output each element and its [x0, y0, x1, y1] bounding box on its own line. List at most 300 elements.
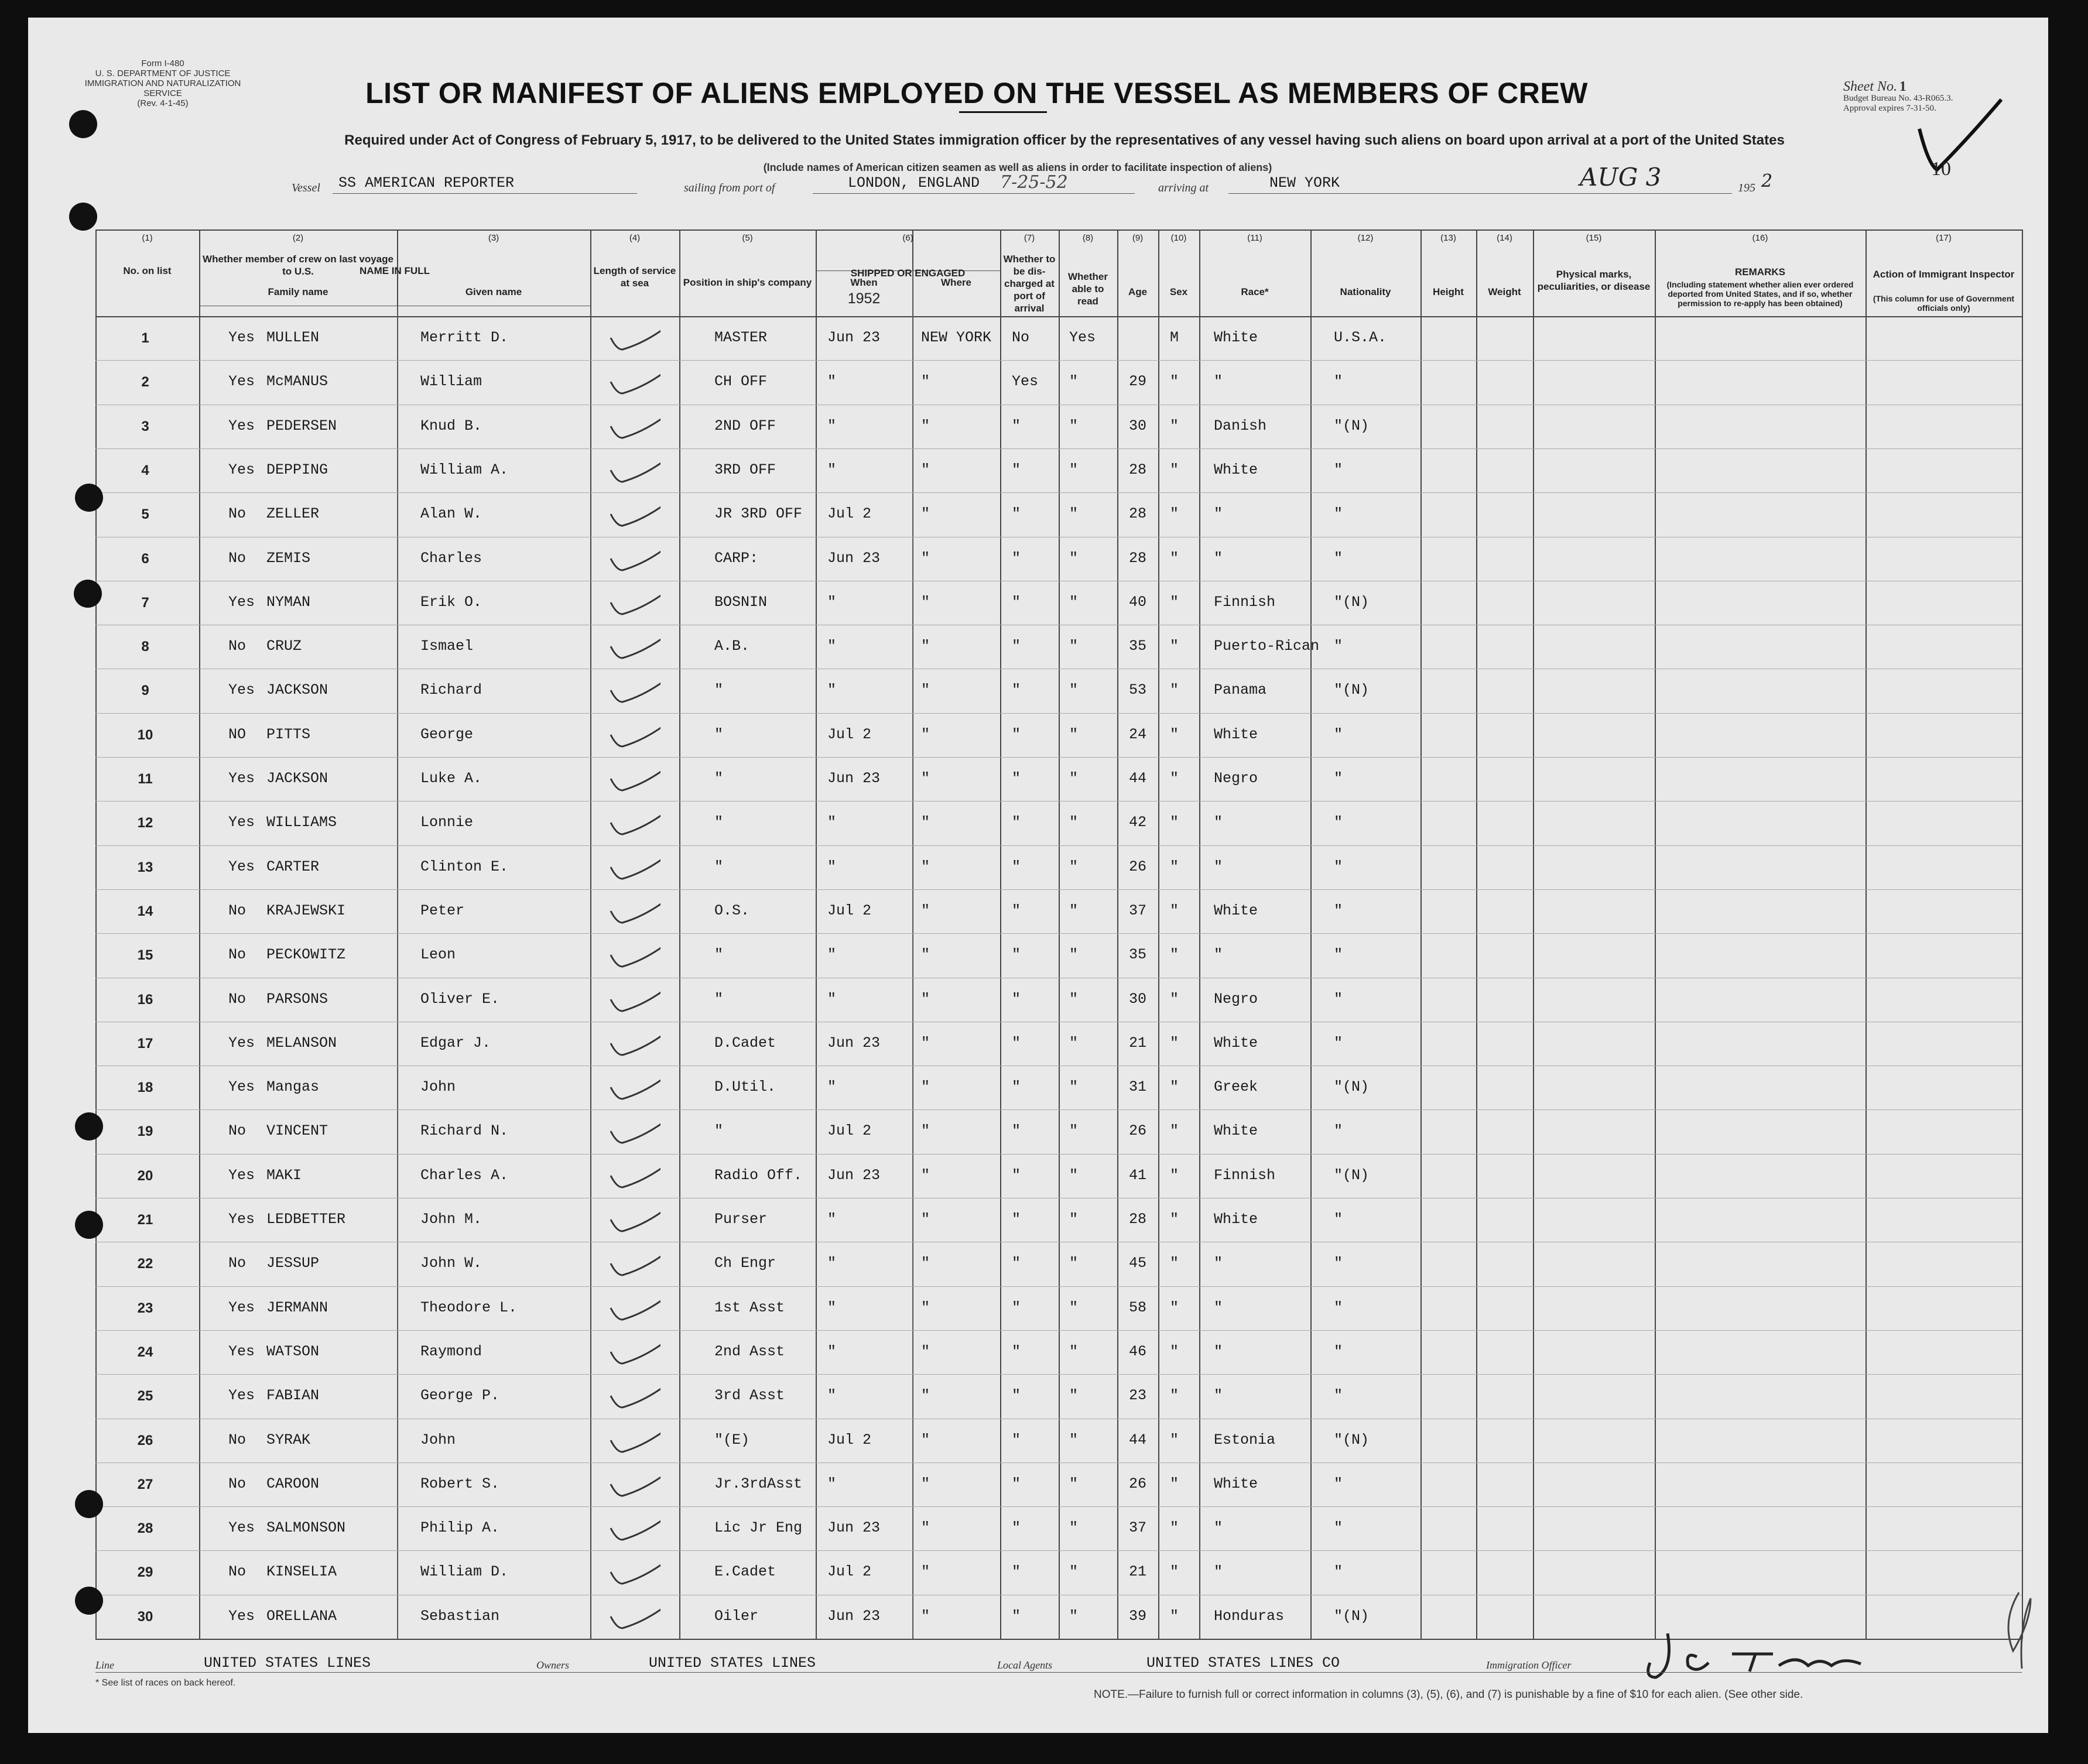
- position: ": [714, 725, 724, 743]
- crew-member-flag: Yes: [228, 1607, 255, 1625]
- row-number: 22: [137, 1256, 153, 1272]
- nationality: ": [1334, 638, 1343, 655]
- nationality: ": [1334, 946, 1343, 964]
- nationality: ": [1334, 1299, 1343, 1316]
- port-of-sailing: LONDON, ENGLAND: [848, 174, 980, 191]
- nationality: ": [1334, 770, 1343, 787]
- crew-member-flag: No: [228, 549, 247, 567]
- shipped-when: Jul 2: [827, 725, 872, 743]
- row-number: 5: [141, 506, 149, 523]
- given-name: Merritt D.: [420, 329, 509, 346]
- crew-member-flag: Yes: [228, 814, 255, 831]
- row-number: 3: [141, 418, 149, 434]
- shipped-when: ": [827, 373, 837, 391]
- header-discharged: Whether to be dis-charged at port of arrival: [1003, 254, 1056, 314]
- column-rule: [199, 230, 200, 1639]
- header-weight: Weight: [1488, 286, 1521, 297]
- able-to-read: ": [1069, 990, 1079, 1008]
- arriving-label: arriving at: [1158, 181, 1209, 194]
- age: 29: [1129, 373, 1147, 391]
- col-3-number: (3): [488, 233, 499, 243]
- nationality: U.S.A.: [1334, 329, 1387, 346]
- header-sex: Sex: [1169, 286, 1188, 297]
- shipped-where: ": [921, 505, 930, 523]
- row-number: 26: [137, 1432, 153, 1448]
- column-rule: [590, 230, 591, 1639]
- shipped-when: ": [827, 681, 837, 699]
- check-mark-icon: [608, 1073, 660, 1108]
- able-to-read: ": [1069, 681, 1079, 699]
- shipped-when: Jul 2: [827, 1431, 872, 1448]
- shipped-where: ": [921, 725, 930, 743]
- crew-member-flag: Yes: [228, 1519, 255, 1537]
- position: 3rd Asst: [714, 1387, 785, 1405]
- shipped-when: ": [827, 858, 837, 875]
- check-mark-icon: [608, 1426, 660, 1461]
- able-to-read: ": [1069, 946, 1079, 964]
- to-be-discharged: ": [1012, 638, 1021, 655]
- header-action-sub: (This column for use of Government officials only): [1873, 294, 2015, 313]
- to-be-discharged: Yes: [1012, 373, 1039, 391]
- position: 3RD OFF: [714, 461, 776, 478]
- family-name: PEDERSEN: [266, 417, 337, 434]
- row-number: 11: [138, 771, 153, 787]
- age: 39: [1129, 1607, 1147, 1625]
- header-able-to-read: Whether able to read: [1068, 271, 1108, 307]
- sex: ": [1170, 638, 1179, 655]
- position: Lic Jr Eng: [714, 1519, 803, 1537]
- able-to-read: ": [1069, 1078, 1079, 1096]
- position: JR 3RD OFF: [714, 505, 803, 523]
- sex: ": [1170, 990, 1179, 1008]
- col-10-number: (10): [1170, 233, 1187, 243]
- nationality: ": [1334, 858, 1343, 875]
- to-be-discharged: ": [1012, 505, 1021, 523]
- given-name: Charles: [420, 549, 482, 567]
- service: IMMIGRATION AND NATURALIZATION SERVICE: [84, 78, 241, 98]
- row-line: [95, 845, 2022, 846]
- shipped-when: Jun 23: [827, 329, 881, 346]
- shipped-where: ": [921, 990, 930, 1008]
- age: 30: [1129, 417, 1147, 434]
- check-mark-icon: [608, 808, 660, 843]
- race: Finnish: [1214, 593, 1276, 611]
- race: ": [1214, 1299, 1223, 1316]
- shipped-when: Jun 23: [827, 1166, 881, 1184]
- family-name: KRAJEWSKI: [266, 902, 346, 919]
- family-name: CARTER: [266, 858, 320, 875]
- able-to-read: ": [1069, 1034, 1079, 1051]
- sex: ": [1170, 1431, 1179, 1448]
- row-number: 12: [137, 815, 153, 831]
- footer-rule: [95, 1672, 2022, 1673]
- column-rule: [1865, 230, 1867, 1639]
- family-name: ORELLANA: [266, 1607, 337, 1625]
- budget-bureau: Budget Bureau No. 43-R065.3.: [1843, 94, 1953, 103]
- header-age: Age: [1128, 286, 1148, 297]
- family-name: FABIAN: [266, 1387, 320, 1405]
- shipped-when: ": [827, 593, 837, 611]
- header-remarks-sub: (Including statement whether alien ever ordered deported from United States, and if so, whether permission to re-apply has been obtained): [1666, 280, 1854, 308]
- check-mark-icon: [608, 764, 660, 799]
- position: 2nd Asst: [714, 1342, 785, 1360]
- sex: ": [1170, 593, 1179, 611]
- check-mark-icon: [608, 1470, 660, 1505]
- shipped-where: ": [921, 417, 930, 434]
- crew-member-flag: No: [228, 505, 247, 523]
- header-shipped-or-engaged: SHIPPED OR ENGAGED: [850, 268, 966, 279]
- given-name: Edgar J.: [420, 1034, 491, 1051]
- check-mark-icon: [608, 1602, 660, 1637]
- header-where: Where: [941, 277, 971, 288]
- crew-member-flag: Yes: [228, 1211, 255, 1228]
- page-count: 10: [1931, 158, 1951, 180]
- sex: ": [1170, 1519, 1179, 1537]
- age: 53: [1129, 681, 1147, 699]
- row-number: 16: [137, 991, 153, 1008]
- given-name: Oliver E.: [420, 990, 500, 1008]
- crew-member-flag: Yes: [228, 461, 255, 478]
- shipped-when: ": [827, 1255, 837, 1272]
- given-name: John W.: [420, 1255, 482, 1272]
- row-number: 9: [141, 683, 149, 699]
- row-number: 15: [137, 947, 153, 964]
- shipped-where: ": [921, 461, 930, 478]
- row-number: 25: [137, 1388, 153, 1405]
- row-line: [95, 492, 2022, 493]
- penalty-note: NOTE.—Failure to furnish full or correct information in columns (3), (5), (6), and (7) is punishable by a fine of $10 for each alien. (See other side.: [1094, 1688, 1803, 1701]
- sex: ": [1170, 1255, 1179, 1272]
- to-be-discharged: ": [1012, 1607, 1021, 1625]
- sex: ": [1170, 1342, 1179, 1360]
- nationality: ": [1334, 1387, 1343, 1405]
- race: ": [1214, 1519, 1223, 1537]
- age: 23: [1129, 1387, 1147, 1405]
- col-13-number: (13): [1440, 233, 1456, 243]
- race: Puerto-Rican: [1214, 638, 1320, 655]
- row-number: 6: [141, 550, 149, 567]
- punch-hole: [75, 1211, 103, 1239]
- shipped-when: ": [827, 1078, 837, 1096]
- check-mark-icon: [608, 1205, 660, 1240]
- row-number: 8: [141, 639, 149, 655]
- to-be-discharged: ": [1012, 461, 1021, 478]
- nationality: "(N): [1334, 593, 1370, 611]
- family-name: Mangas: [266, 1078, 320, 1096]
- row-number: 24: [137, 1344, 153, 1360]
- shipped-where: ": [921, 1387, 930, 1405]
- check-mark-icon: [608, 367, 660, 402]
- race: ": [1214, 1255, 1223, 1272]
- check-mark-icon: [608, 1249, 660, 1284]
- nationality: ": [1334, 1342, 1343, 1360]
- given-name: Richard N.: [420, 1122, 509, 1140]
- nationality: "(N): [1334, 417, 1370, 434]
- position: ": [714, 990, 724, 1008]
- family-name: JERMANN: [266, 1299, 328, 1316]
- check-mark-icon: [608, 499, 660, 535]
- family-name: PITTS: [266, 725, 311, 743]
- position: D.Util.: [714, 1078, 776, 1096]
- to-be-discharged: ": [1012, 814, 1021, 831]
- age: 21: [1129, 1034, 1147, 1051]
- shipped-when: Jul 2: [827, 1122, 872, 1140]
- shipped-when: Jun 23: [827, 1519, 881, 1537]
- race: White: [1214, 1211, 1258, 1228]
- race: ": [1214, 946, 1223, 964]
- check-mark-icon: [608, 1557, 660, 1592]
- sex: ": [1170, 725, 1179, 743]
- column-rule: [1059, 230, 1060, 1639]
- to-be-discharged: ": [1012, 858, 1021, 875]
- crew-member-flag: No: [228, 1563, 247, 1581]
- given-name: Lonnie: [420, 814, 474, 831]
- position: Purser: [714, 1211, 768, 1228]
- able-to-read: ": [1069, 902, 1079, 919]
- family-name: LEDBETTER: [266, 1211, 346, 1228]
- position: 2ND OFF: [714, 417, 776, 434]
- race: Danish: [1214, 417, 1267, 434]
- sail-date: 7-25-52: [1000, 172, 1068, 193]
- sex: ": [1170, 1166, 1179, 1184]
- check-mark-icon: [608, 588, 660, 623]
- port-underline: [813, 193, 1135, 194]
- given-name: John M.: [420, 1211, 482, 1228]
- crew-member-flag: No: [228, 902, 247, 919]
- check-mark-icon: [608, 1029, 660, 1064]
- row-line: [95, 1374, 2022, 1375]
- sex: ": [1170, 1211, 1179, 1228]
- shipped-when: ": [827, 1211, 837, 1228]
- row-number: 30: [137, 1608, 153, 1625]
- header-remarks: REMARKS: [1735, 266, 1785, 278]
- arriving-port: NEW YORK: [1269, 174, 1340, 191]
- crew-member-flag: Yes: [228, 858, 255, 875]
- able-to-read: ": [1069, 505, 1079, 523]
- position: ": [714, 946, 724, 964]
- shipped-when: ": [827, 990, 837, 1008]
- shipped-when: ": [827, 814, 837, 831]
- sex: ": [1170, 461, 1179, 478]
- page-title: LIST OR MANIFEST OF ALIENS EMPLOYED ON THE VESSEL AS MEMBERS OF CREW: [365, 77, 1588, 109]
- check-mark-icon: [608, 676, 660, 711]
- able-to-read: ": [1069, 638, 1079, 655]
- family-name: JACKSON: [266, 770, 328, 787]
- able-to-read: ": [1069, 1387, 1079, 1405]
- punch-hole: [75, 1490, 103, 1518]
- sheet-label: Sheet No.: [1843, 79, 1897, 94]
- age: 26: [1129, 1122, 1147, 1140]
- nationality: "(N): [1334, 1166, 1370, 1184]
- sex: ": [1170, 1299, 1179, 1316]
- name-split-rule: [397, 306, 398, 1639]
- check-mark-icon: [608, 412, 660, 447]
- position: MASTER: [714, 329, 768, 346]
- shipped-when: ": [827, 417, 837, 434]
- able-to-read: Yes: [1069, 329, 1096, 346]
- given-name: Charles A.: [420, 1166, 509, 1184]
- position: CH OFF: [714, 373, 768, 391]
- row-number: 1: [141, 330, 149, 346]
- position: A.B.: [714, 638, 750, 655]
- nationality: "(N): [1334, 1431, 1370, 1448]
- position: ": [714, 1122, 724, 1140]
- row-number: 17: [137, 1035, 153, 1051]
- given-name: Philip A.: [420, 1519, 500, 1537]
- shipped-when: Jun 23: [827, 549, 881, 567]
- shipped-when: ": [827, 1387, 837, 1405]
- sailing-label: sailing from port of: [684, 181, 775, 194]
- sex: ": [1170, 770, 1179, 787]
- row-number: 10: [137, 727, 153, 743]
- position: D.Cadet: [714, 1034, 776, 1051]
- column-rule: [1117, 230, 1118, 1639]
- column-rule: [1655, 230, 1656, 1639]
- punch-hole: [69, 110, 97, 138]
- shipped-when: ": [827, 946, 837, 964]
- check-mark-icon: [608, 632, 660, 667]
- to-be-discharged: ": [1012, 1122, 1021, 1140]
- header-physical-marks: Physical marks, peculiarities, or disease: [1537, 269, 1651, 292]
- punch-hole: [75, 1112, 103, 1140]
- race: Estonia: [1214, 1431, 1276, 1448]
- row-line: [95, 448, 2022, 449]
- crew-member-flag: Yes: [228, 681, 255, 699]
- row-number: 13: [137, 859, 153, 875]
- sex: ": [1170, 1607, 1179, 1625]
- crew-member-flag: Yes: [228, 1387, 255, 1405]
- nationality: ": [1334, 461, 1343, 478]
- sex: M: [1170, 329, 1179, 346]
- row-line: [95, 933, 2022, 934]
- row-number: 18: [137, 1080, 153, 1096]
- position: E.Cadet: [714, 1563, 776, 1581]
- row-line: [95, 1330, 2022, 1331]
- shipped-where: ": [921, 1475, 930, 1492]
- race: White: [1214, 1122, 1258, 1140]
- shipped-where: ": [921, 549, 930, 567]
- row-number: 4: [141, 462, 149, 478]
- given-name: Leon: [420, 946, 456, 964]
- position: BOSNIN: [714, 593, 768, 611]
- crew-member-flag: Yes: [228, 1078, 255, 1096]
- header-race: Race*: [1241, 286, 1269, 297]
- races-note: * See list of races on back hereof.: [95, 1678, 236, 1688]
- age: 26: [1129, 858, 1147, 875]
- row-number: 28: [137, 1520, 153, 1537]
- given-name: John: [420, 1078, 456, 1096]
- form-number: Form I-480: [141, 59, 184, 68]
- col-6-number: (6): [902, 233, 913, 243]
- header-when-year: 1952: [847, 290, 881, 307]
- race: White: [1214, 1034, 1258, 1051]
- age: 31: [1129, 1078, 1147, 1096]
- col-16-number: (16): [1752, 233, 1768, 243]
- column-rule: [1533, 230, 1534, 1639]
- row-line: [95, 1506, 2022, 1507]
- column-rule: [95, 230, 97, 1639]
- family-name: CAROON: [266, 1475, 320, 1492]
- race: White: [1214, 329, 1258, 346]
- row-number: 14: [137, 903, 153, 919]
- able-to-read: ": [1069, 461, 1079, 478]
- row-line: [95, 1286, 2022, 1287]
- to-be-discharged: ": [1012, 1519, 1021, 1537]
- nationality: "(N): [1334, 1078, 1370, 1096]
- check-mark-icon: [608, 1337, 660, 1372]
- to-be-discharged: ": [1012, 1078, 1021, 1096]
- punch-hole: [75, 1587, 103, 1615]
- row-line: [95, 1109, 2022, 1110]
- sex: ": [1170, 505, 1179, 523]
- able-to-read: ": [1069, 373, 1079, 391]
- race: Greek: [1214, 1078, 1258, 1096]
- arrival-date: AUG 3: [1580, 163, 1662, 191]
- age: 44: [1129, 1431, 1147, 1448]
- col-5-number: (5): [742, 233, 753, 243]
- nationality: ": [1334, 814, 1343, 831]
- check-mark-icon: [1914, 94, 2007, 181]
- shipped-when: ": [827, 638, 837, 655]
- position: Jr.3rdAsst: [714, 1475, 803, 1492]
- given-name: Robert S.: [420, 1475, 500, 1492]
- check-mark-icon: [608, 720, 660, 755]
- shipped-where: ": [921, 1211, 930, 1228]
- age: 26: [1129, 1475, 1147, 1492]
- race: Honduras: [1214, 1607, 1285, 1625]
- shipped-split-rule: [912, 270, 913, 1639]
- col-14-number: (14): [1497, 233, 1512, 243]
- shipped-where: ": [921, 638, 930, 655]
- family-name: DEPPING: [266, 461, 328, 478]
- row-line: [95, 1550, 2022, 1551]
- able-to-read: ": [1069, 814, 1079, 831]
- age: 35: [1129, 638, 1147, 655]
- to-be-discharged: ": [1012, 417, 1021, 434]
- year-hand: 2: [1761, 171, 1773, 191]
- age: 35: [1129, 946, 1147, 964]
- shipped-when: ": [827, 1342, 837, 1360]
- age: 37: [1129, 902, 1147, 919]
- age: 28: [1129, 461, 1147, 478]
- row-line: [95, 713, 2022, 714]
- vessel-label: Vessel: [292, 181, 320, 194]
- vessel-underline: [333, 193, 637, 194]
- to-be-discharged: ": [1012, 1255, 1021, 1272]
- column-rule: [1000, 230, 1001, 1639]
- position: Ch Engr: [714, 1255, 776, 1272]
- family-name: WILLIAMS: [266, 814, 337, 831]
- family-name: VINCENT: [266, 1122, 328, 1140]
- revision: (Rev. 4-1-45): [137, 98, 189, 108]
- column-rule: [1199, 230, 1200, 1639]
- nationality: ": [1334, 1475, 1343, 1492]
- to-be-discharged: ": [1012, 725, 1021, 743]
- sheet-number: 1: [1899, 79, 1906, 94]
- crew-member-flag: Yes: [228, 770, 255, 787]
- race: Negro: [1214, 990, 1258, 1008]
- able-to-read: ": [1069, 1211, 1079, 1228]
- row-number: 29: [137, 1564, 153, 1581]
- to-be-discharged: ": [1012, 1299, 1021, 1316]
- given-name: Peter: [420, 902, 465, 919]
- nationality: ": [1334, 549, 1343, 567]
- crew-member-flag: NO: [228, 725, 247, 743]
- shipped-where: ": [921, 1299, 930, 1316]
- check-mark-icon: [608, 544, 660, 579]
- to-be-discharged: No: [1012, 329, 1030, 346]
- age: 45: [1129, 1255, 1147, 1272]
